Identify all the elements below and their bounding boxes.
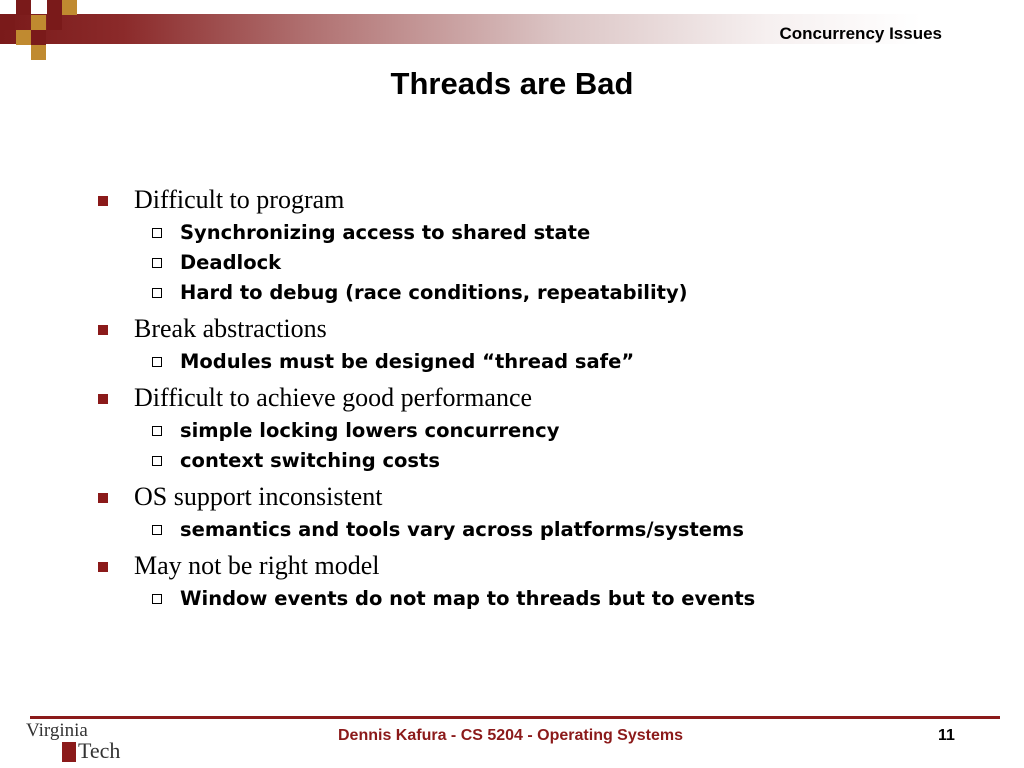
sub-bullet-item [96,446,976,476]
sub-bullet-text: Modules must be designed “thread safe” [180,350,635,373]
sub-bullet-list [134,584,976,614]
bullet-text: Difficult to program [134,185,345,214]
sub-bullet-text: Window events do not map to threads but to events [180,587,756,610]
sub-bullet-list [134,347,976,377]
bullet-item [96,481,976,545]
bullet-item [96,382,976,476]
square-bullet-icon [98,394,108,404]
square-bullet-icon [98,196,108,206]
hollow-square-bullet-icon [152,258,162,268]
sub-bullet-item [96,347,976,377]
logo-text-tech: Tech [78,738,121,763]
sub-bullet-text: semantics and tools vary across platforms/systems [180,518,744,541]
bullet-text: May not be right model [134,551,380,580]
sub-bullet-item [96,584,976,614]
square-bullet-icon [98,493,108,503]
bullet-item [96,550,976,614]
sub-bullet-list [134,515,976,545]
virginia-tech-logo [26,720,136,766]
sub-bullet-text: Hard to debug (race conditions, repeatability) [180,281,688,304]
hollow-square-bullet-icon [152,357,162,367]
sub-bullet-text: simple locking lowers concurrency [180,419,560,442]
sub-bullet-item [96,248,976,278]
hollow-square-bullet-icon [152,594,162,604]
logo-text-virginia: Virginia [26,720,88,741]
hollow-square-bullet-icon [152,288,162,298]
bullet-item [96,313,976,377]
bullet-text: OS support inconsistent [134,482,383,511]
bullet-text: Difficult to achieve good performance [134,383,533,412]
hollow-square-bullet-icon [152,228,162,238]
sub-bullet-list [134,416,976,476]
sub-bullet-list [134,218,976,308]
hollow-square-bullet-icon [152,525,162,535]
footer-divider [30,716,1000,719]
page-number: 11 [938,727,955,744]
slide-title: Threads are Bad [390,66,634,101]
logo-shield-icon [62,742,76,762]
square-bullet-icon [98,562,108,572]
bullet-list [96,184,976,614]
square-bullet-icon [98,325,108,335]
sub-bullet-item [96,218,976,248]
sub-bullet-item [96,515,976,545]
sub-bullet-item [96,278,976,308]
bullet-item [96,184,976,308]
sub-bullet-text: Synchronizing access to shared state [180,221,591,244]
sub-bullet-text: context switching costs [180,449,440,472]
section-title: Concurrency Issues [779,24,942,43]
hollow-square-bullet-icon [152,426,162,436]
footer-text: Dennis Kafura - CS 5204 - Operating Systems [338,727,683,744]
hollow-square-bullet-icon [152,456,162,466]
bullet-text: Break abstractions [134,314,327,343]
sub-bullet-text: Deadlock [180,251,282,274]
sub-bullet-item [96,416,976,446]
